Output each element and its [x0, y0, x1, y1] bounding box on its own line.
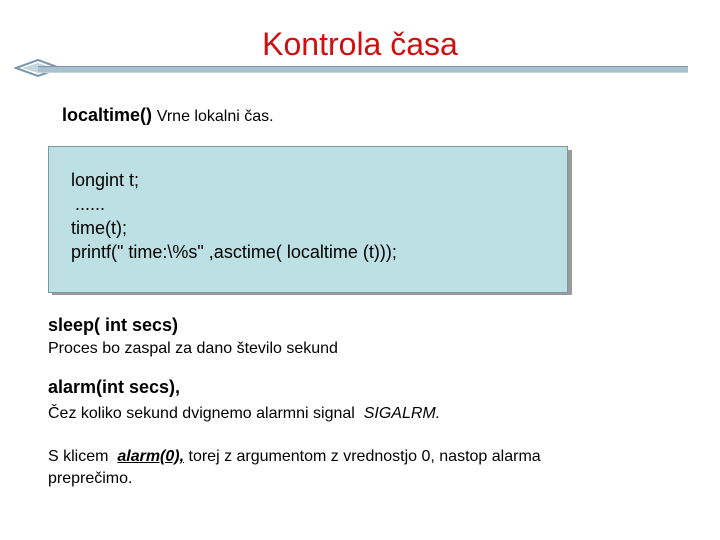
- intro-line: [62, 104, 274, 128]
- intro-description: Vrne lokalni čas.: [156, 108, 274, 125]
- slide-title: Kontrola časa: [262, 26, 458, 62]
- note-suffix: torej z argumentom z vrednostjo 0, nastop alarma: [188, 448, 541, 465]
- alarm-heading: alarm(int secs),: [48, 377, 181, 397]
- intro-function: localtime(): [62, 105, 153, 125]
- note-prefix: S klicem: [48, 448, 109, 465]
- code-line: time(t);: [71, 218, 127, 238]
- sleep-description: Proces bo zaspal za dano število sekund: [48, 340, 338, 357]
- code-line: printf(" time:\%s" ,asctime( localtime (t)));: [71, 242, 397, 262]
- alarm-signal: SIGALRM.: [363, 405, 441, 422]
- code-line: ......: [75, 194, 106, 214]
- title-divider: [38, 66, 688, 73]
- sleep-heading: sleep( int secs): [48, 315, 179, 335]
- alarm-text: Čez koliko sekund dvignemo alarmni signal: [48, 405, 355, 422]
- note-line2: preprečimo.: [48, 470, 133, 487]
- code-box: [48, 146, 568, 293]
- code-line: longint t;: [71, 170, 140, 190]
- alarm-description: [48, 403, 440, 425]
- note-call: alarm(0),: [117, 448, 185, 465]
- alarm-note: [48, 446, 648, 490]
